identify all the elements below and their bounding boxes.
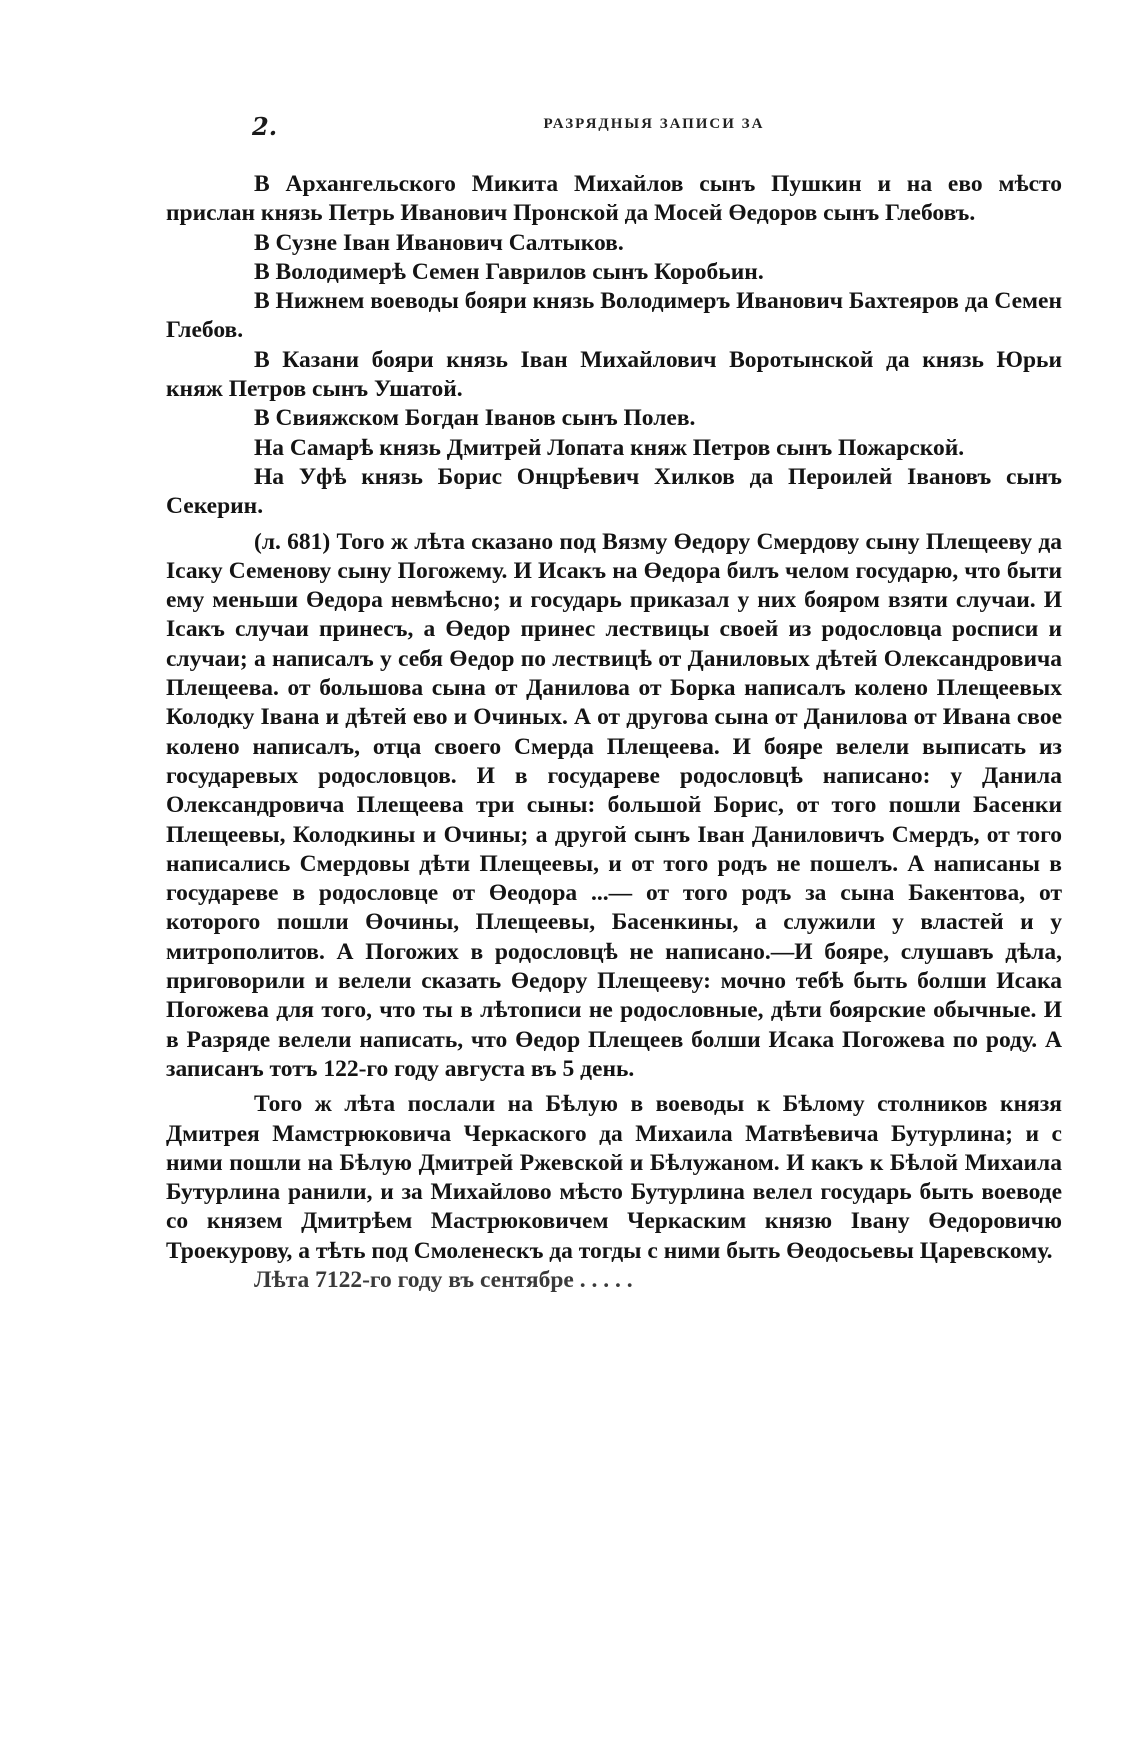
entry-volodimer: В Володимерѣ Семен Гаврилов сынъ Коробьин. (254, 258, 764, 285)
entry-ufa: На Уфѣ князь Борис Онцрѣевич Хилков да Пероилей Івановъ сынъ Секерин. (166, 463, 1062, 520)
closing-line: Лѣта 7122-го году въ сентябре . . . . . (254, 1266, 633, 1293)
entry-kazan: В Казани бояри князь Іван Михайлович Воротынской да князь Юрьи княж Петров сынъ Ушатой. (166, 346, 1062, 403)
entry-sviyazhsk: В Свияжском Богдан Іванов сынъ Полев. (254, 405, 696, 432)
main-text (166, 170, 1062, 1295)
page-header (252, 112, 1056, 142)
entry-nizhnem: В Нижнем воеводы бояри князь Володимеръ Иванович Бахтеяров да Семен Глебов. (166, 288, 1062, 344)
paragraph-second: Того ж лѣта послали на Бѣлую в воеводы к Бѣлому столников князя Дмитрея Мамстрюковича Черкаского да Михаила Матвѣевича Бутурлина; и с ними пошли на Бѣлую Дмитрей Ржевской и Бѣлужаном. И какъ к Бѣлой Михаила Бутурлина ранили, и за Михайлово мѣсто Бутурлина велел государь быть воеводе со князем Дмитрѣем Мастрюковичем Черкаским князю Івану Өедоровичю Троекурову, а тѣть под Смоленескъ да тогды с ними быть Өеодосьевы Царевскому. (166, 1091, 1062, 1264)
page-number: 2. (252, 112, 278, 141)
running-title: РАЗРЯДНЫЯ ЗАПИСИ ЗА (543, 116, 765, 132)
paragraph-main: (л. 681) Того ж лѣта сказано под Вязму Өедору Смердову сыну Плещееву да Ісаку Семенову сыну Погожему. И Исакъ на Өедора билъ челом государю, что быти ему меньши Өедора невмѣсно; и государь приказал у них бояром взяти случаи. И Ісакъ случаи принесъ, а Өедор принес лествицы своей из родословца росписи и случаи; а написалъ у себя Өедор по лествицѣ от Даниловых дѣтей Олександровича Плещеева. от большова сына от Данилова от Борка написалъ колено Плещеевых Колодку Івана и дѣтей ево и Очиных. А от другова сына от Данилова от Ивана свое колено написалъ, отца своего Смерда Плещеева. И бояре велели выписать из государевых родословцов. И в государеве родословцѣ написано: у Данила Олександровича Плещеева три сыны: большой Борис, от того пошли Басенки Плещеевы, Колодкины и Очины; а другой сынъ Іван Даниловичъ Смердъ, от того написались Смердовы дѣти Плещеевы, и от того родъ не пошелъ. А написаны в государеве в родословце от Өеодора ...— от того родъ за сына Бакентова, от которого пошли Өочины, Плещеевы, Басенкины, а служили у властей и у митрополитов. А Погожих в родословцѣ не написано.—И бояре, слушавъ дѣла, приговорили и велели сказать Өедору Плещееву: мочно тебѣ быть болши Исака Погожева для того, что ты в лѣтописи не родословные, дѣти боярские обычные. И в Разряде велели написать, что Өедор Плещеев болши Исака Погожева по роду. А записанъ тотъ 122-го году августа въ 5 день. (166, 528, 1062, 1082)
entry-samara: На Самарѣ князь Дмитрей Лопата княж Петров сынъ Пожарской. (254, 434, 965, 461)
entry-arkhangelsk: В Архангельского Микита Михайлов сынъ Пушкин и на ево мѣсто прислан князь Петрь Иванович Пронской да Мосей Өедоров сынъ Глебовъ. (166, 171, 1062, 227)
entry-suzne: В Сузне Іван Иванович Салтыков. (254, 229, 624, 256)
